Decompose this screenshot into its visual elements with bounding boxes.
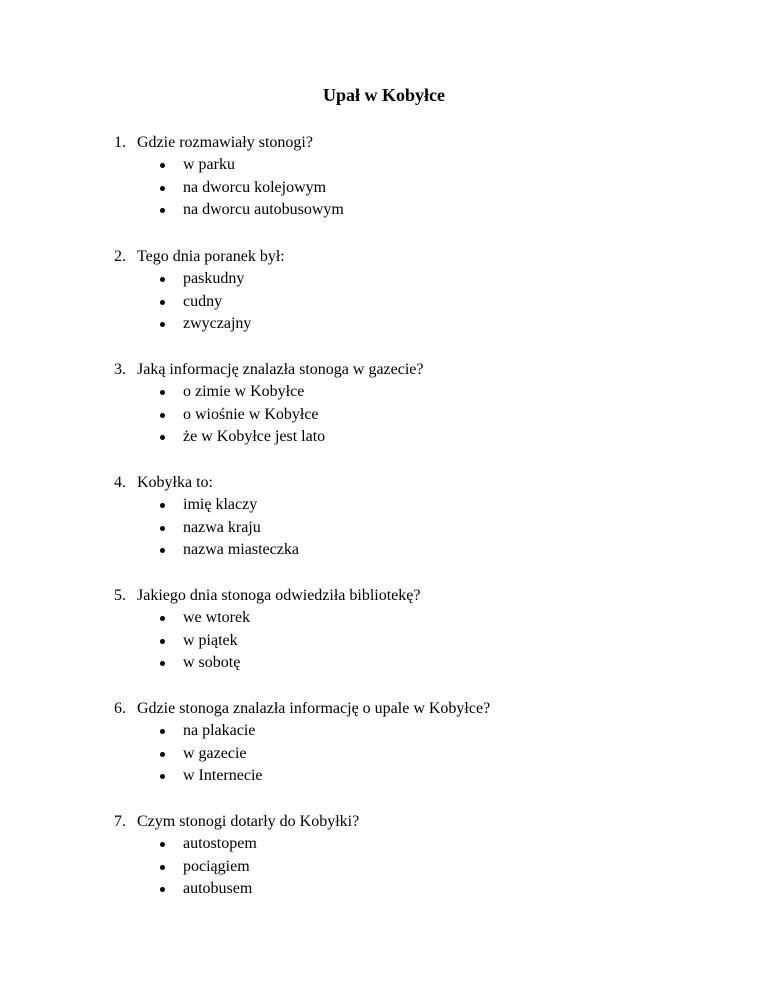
answer-text: w parku xyxy=(183,156,235,173)
answer-option xyxy=(114,720,714,743)
question-number: 7. xyxy=(114,813,126,830)
bullet-icon xyxy=(160,661,165,666)
bullet-icon xyxy=(160,616,165,621)
question-4 xyxy=(114,472,714,562)
answer-text: w piątek xyxy=(183,631,238,649)
answer-text: we wtorek xyxy=(183,609,251,626)
answer-text: imię klaczy xyxy=(183,496,258,513)
bullet-icon xyxy=(160,842,165,847)
answer-text: o wiośnie w Kobyłce xyxy=(183,405,319,423)
question-1 xyxy=(114,132,714,222)
answer-text: że w Kobyłce jest lato xyxy=(183,428,326,445)
answer-option xyxy=(114,630,714,653)
answer-option xyxy=(114,517,714,540)
answer-text: na dworcu autobusowym xyxy=(183,201,344,218)
answer-options xyxy=(114,833,714,901)
bullet-icon xyxy=(160,865,165,870)
question-2 xyxy=(114,246,714,336)
answer-option xyxy=(114,878,714,901)
answer-option xyxy=(114,177,714,200)
answer-options xyxy=(114,494,714,562)
answer-option xyxy=(114,607,714,630)
answer-option xyxy=(114,856,714,879)
question-5 xyxy=(114,585,714,675)
bullet-icon xyxy=(160,322,165,327)
question-number: 1. xyxy=(114,134,126,151)
answer-options xyxy=(114,607,714,675)
answer-text: zwyczajny xyxy=(183,315,252,332)
bullet-icon xyxy=(160,186,165,191)
question-text: Gdzie stonoga znalazła informację o upale w Kobyłce? xyxy=(137,700,491,717)
answer-option xyxy=(114,154,714,177)
answer-options xyxy=(114,720,714,788)
question-text: Kobyłka to: xyxy=(137,474,213,491)
bullet-icon xyxy=(160,752,165,757)
question-3 xyxy=(114,359,714,449)
bullet-icon xyxy=(160,277,165,282)
answer-options xyxy=(114,268,714,336)
bullet-icon xyxy=(160,774,165,779)
answer-option xyxy=(114,313,714,336)
bullet-icon xyxy=(160,435,165,440)
answer-option xyxy=(114,743,714,766)
bullet-icon xyxy=(160,503,165,508)
answer-text: autostopem xyxy=(183,835,257,852)
answer-text: o zimie w Kobyłce xyxy=(183,383,305,400)
question-text: Gdzie rozmawiały stonogi? xyxy=(137,134,313,151)
answer-option xyxy=(114,539,714,562)
answer-text: autobusem xyxy=(183,880,253,897)
answer-text: paskudny xyxy=(183,270,245,287)
question-7 xyxy=(114,811,714,901)
bullet-icon xyxy=(160,729,165,734)
answer-text: nazwa miasteczka xyxy=(183,541,299,558)
answer-options xyxy=(114,154,714,222)
answer-option xyxy=(114,199,714,222)
answer-text: w sobotę xyxy=(183,654,241,671)
answer-option xyxy=(114,268,714,291)
question-number: 2. xyxy=(114,248,126,265)
bullet-icon xyxy=(160,526,165,531)
question-text: Jaką informację znalazła stonoga w gazecie? xyxy=(137,361,424,378)
question-text: Jakiego dnia stonoga odwiedziła bibliotekę? xyxy=(137,587,421,604)
bullet-icon xyxy=(160,413,165,418)
question-number: 5. xyxy=(114,587,126,604)
answer-text: na plakacie xyxy=(183,722,256,739)
answer-option xyxy=(114,494,714,517)
answer-options xyxy=(114,381,714,449)
bullet-icon xyxy=(160,887,165,892)
answer-option xyxy=(114,833,714,856)
answer-text: w gazecie xyxy=(183,744,247,762)
bullet-icon xyxy=(160,390,165,395)
document-title: Upał w Kobyłce xyxy=(322,85,445,105)
answer-text: cudny xyxy=(183,292,223,310)
answer-text: na dworcu kolejowym xyxy=(183,178,327,196)
answer-text: nazwa kraju xyxy=(183,518,261,536)
answer-option xyxy=(114,652,714,675)
bullet-icon xyxy=(160,639,165,644)
answer-option xyxy=(114,404,714,427)
question-number: 4. xyxy=(114,474,126,491)
bullet-icon xyxy=(160,208,165,213)
answer-text: w Internecie xyxy=(183,767,263,784)
question-number: 6. xyxy=(114,700,126,717)
bullet-icon xyxy=(160,300,165,305)
question-number: 3. xyxy=(114,361,126,378)
question-text: Tego dnia poranek był: xyxy=(137,248,285,265)
answer-option xyxy=(114,765,714,788)
answer-option xyxy=(114,426,714,449)
answer-option xyxy=(114,291,714,314)
bullet-icon xyxy=(160,163,165,168)
answer-text: pociągiem xyxy=(183,857,250,875)
bullet-icon xyxy=(160,548,165,553)
question-text: Czym stonogi dotarły do Kobyłki? xyxy=(137,813,360,830)
answer-option xyxy=(114,381,714,404)
question-6 xyxy=(114,698,714,788)
